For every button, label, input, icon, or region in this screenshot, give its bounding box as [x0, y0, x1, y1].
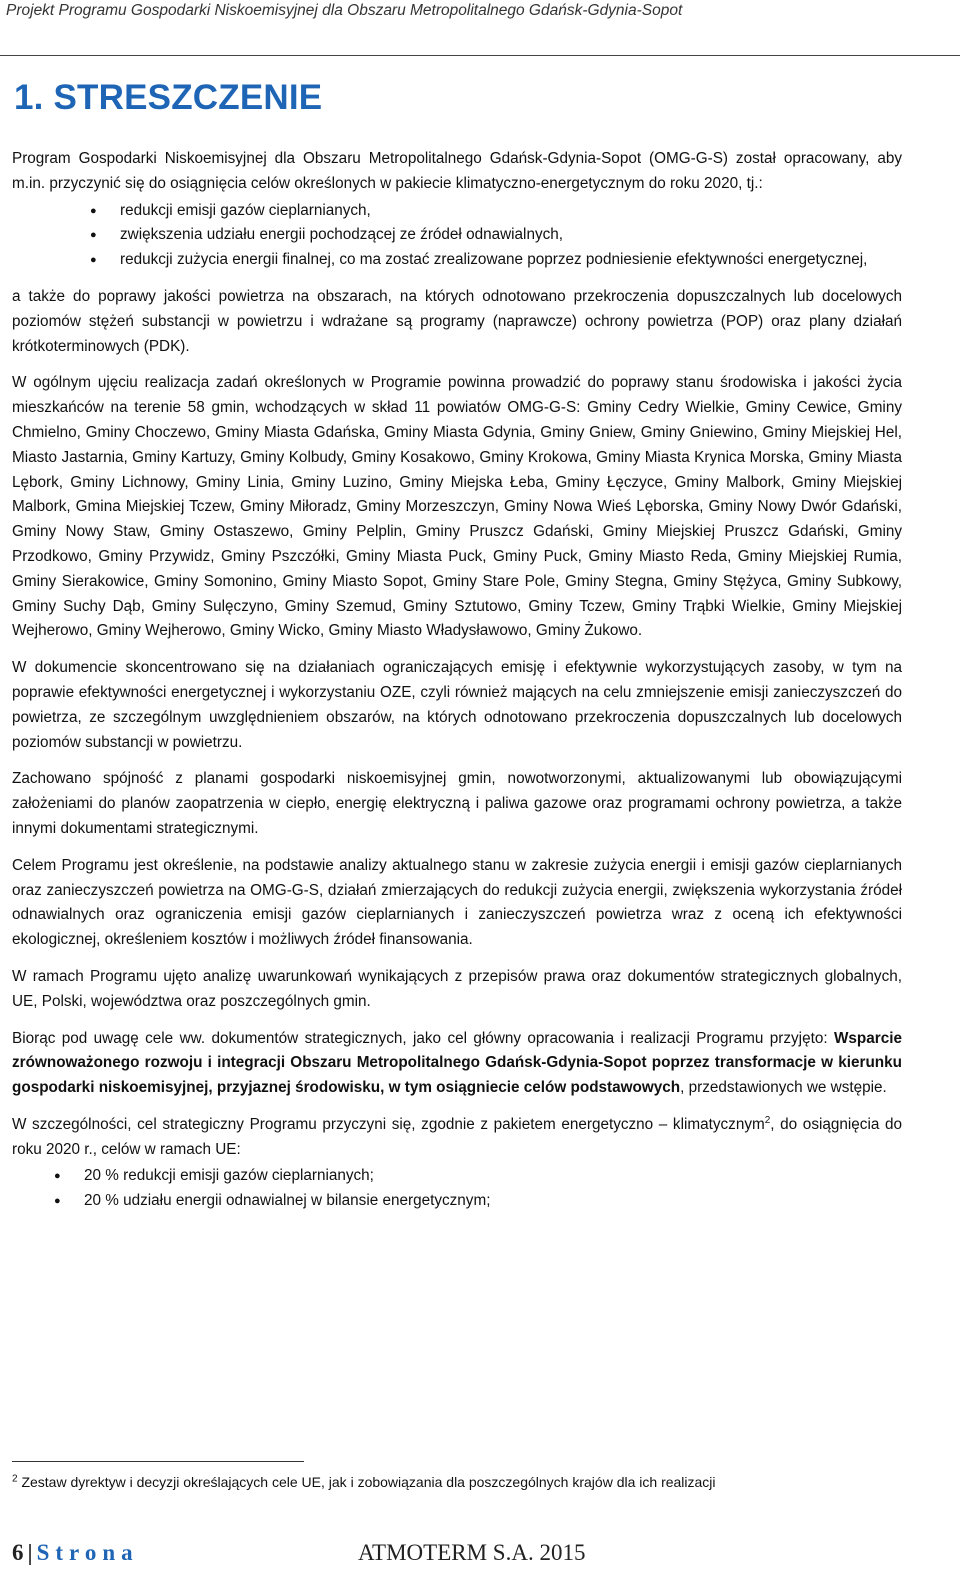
consistency-paragraph: Zachowano spójność z planami gospodarki niskoemisyjnej gmin, nowotworzonymi, aktualizowanymi lub obowiązującymi założeniami do planów zaopatrzenia w ciepło, energię elektryczną i paliwa gazowe oraz programami ochrony powietrza, a także innymi dokumentami strategicznymi.: [12, 770, 902, 837]
main-goal-statement: Wsparcie zrównoważonego rozwoju i integracji Obszaru Metropolitalnego Gdańsk-Gdynia-Sopot poprzez transformacje w kierunku gospodarki niskoemisyjnej, przyjaznej środowisku, w tym osiągniecie celów podstawowych: [12, 1029, 902, 1097]
goal-paragraph: Celem Programu jest określenie, na podstawie analizy aktualnego stanu w zakresie zużycia energii i emisji gazów cieplarnianych oraz zanieczyszczeń powietrza na OMG-G-S, działań zmierzających do redukcji zużycia energii, zwiększenia wykorzystania źródeł odnawialnych oraz ograniczenia emisji gazów cieplarnianych i zanieczyszczeń powietrza wraz z oceną ich efektywności ekologicznej, określeniem kosztów i możliwych źródeł finansowania.: [12, 856, 902, 949]
footnote-text: Zestaw dyrektyw i decyzji określających cele UE, jak i zobowiązania dla poszczególnych krajów dla ich realizacji: [21, 1474, 716, 1490]
main-goal-tail: , przedstawionych we wstępie.: [680, 1079, 887, 1097]
footnote-number: 2: [12, 1473, 18, 1485]
target-item: ● 20 % udziału energii odnawialnej w bilansie energetycznym;: [12, 1189, 902, 1214]
goals-list: [12, 199, 902, 273]
page-word: Strona: [36, 1540, 139, 1565]
focus-paragraph: W dokumencie skoncentrowano się na działaniach ograniczających emisję i efektywnie wykorzystujących zasoby, w tym na poprawie efektywności energetycznej i wykorzystaniu OZE, czyli również mających na celu zmniejszenie emisji zanieczyszczeń do powietrza, ze szczególnym uwzględnieniem obszarów, na których odnotowano przekroczenia dopuszczalnych lub docelowych poziomów substancji w powietrzu.: [12, 659, 902, 751]
goal-item: ● zwiększenia udziału energii pochodzącej ze źródeł odnawialnych,: [12, 223, 902, 248]
header-divider: [0, 55, 960, 56]
company-footer: ATMOTERM S.A. 2015: [358, 1540, 586, 1565]
air-quality-paragraph: a także do poprawy jakości powietrza na obszarach, na których odnotowano przekroczenia dopuszczalnych lub docelowych poziomów stężeń substancji w powietrzu i wdrażane są programy (naprawcze) ochrony powietrza (POP) oraz plany działań krótkoterminowych (PDK).: [12, 287, 902, 355]
main-goal-lead: Biorąc pod uwagę cele ww. dokumentów strategicznych, jako cel główny opracowania i realizacji Programu przyjęto:: [12, 1029, 834, 1047]
footnote: [12, 1472, 716, 1492]
page-indicator: [12, 1540, 139, 1566]
page-number: 6: [12, 1540, 24, 1565]
strategic-tail: , do osiągnięcia do roku 2020 r., celów w ramach UE:: [12, 1115, 902, 1158]
section-title: 1. STRESZCZENIE: [14, 78, 323, 117]
main-goal-paragraph: [12, 1027, 902, 1101]
running-header: Projekt Programu Gospodarki Niskoemisyjnej dla Obszaru Metropolitalnego Gdańsk-Gdynia-Sopot: [6, 2, 683, 19]
municipalities-paragraph: W ogólnym ujęciu realizacja zadań określonych w Programie powinna prowadzić do poprawy stanu środowiska i jakości życia mieszkańców na terenie 58 gmin, wchodzących w skład 11 powiatów OMG-G-S: Gminy Cedry Wielkie, Gminy Cewice, Gminy Chmielno, Gminy Choczewo, Gminy Miasta Gdańska, Gminy Miasta Gdynia, Gminy Gniew, Gminy Gniewino, Gminy Miejskiej Hel, Miasto Jastarnia, Gminy Kartuzy, Gminy Kolbudy, Gminy Kosakowo, Gminy Krokowa, Gminy Miasta Krynica Morska, Gminy Miasta Lębork, Gminy Lichnowy, Gminy Linia, Gminy Luzino, Gminy Miejska Łeba, Gminy Łęczyce, Gminy Malbork, Gminy Miejskiej Malbork, Gmina Miejskiej Tczew, Gminy Miłoradz, Gminy Morzeszczyn, Gminy Nowa Wieś Lęborska, Gminy Nowy Dwór Gdański, Gminy Nowy Staw, Gminy Ostaszewo, Gminy Pelplin, Gminy Pruszcz Gdański, Gminy Miejskiej Pruszcz Gdański, Gminy Przodkowo, Gminy Przywidz, Gminy Pszczółki, Gminy Miasta Puck, Gminy Puck, Gminy Miasto Reda, Gminy Miejskiej Rumia, Gminy Sierakowice, Gminy Somonino, Gminy Miasto Sopot, Gminy Stare Pole, Gminy Stegna, Gminy Stężyca, Gminy Subkowy, Gminy Suchy Dąb, Gminy Sulęczyno, Gminy Szemud, Gminy Sztutowo, Gminy Tczew, Gminy Trąbki Wielkie, Gminy Miejskiej Wejherowo, Gminy Wejherowo, Gminy Wicko, Gminy Miasto Władysławowo, Gminy Żukowo.: [12, 374, 902, 640]
targets-list: [12, 1164, 902, 1214]
footnote-divider: [12, 1461, 304, 1462]
goal-item: ● redukcji emisji gazów cieplarnianych,: [12, 199, 902, 224]
document-body: [12, 147, 902, 1226]
intro-paragraph: Program Gospodarki Niskoemisyjnej dla Obszaru Metropolitalnego Gdańsk-Gdynia-Sopot (OMG-G-S) został opracowany, aby m.in. przyczynić się do osiągnięcia celów określonych w pakiecie klimatyczno-energetycznym do roku 2020, tj.:: [12, 150, 902, 192]
footnote-reference[interactable]: 2: [764, 1114, 771, 1126]
strategic-paragraph: [12, 1113, 902, 1163]
target-item: ● 20 % redukcji emisji gazów cieplarnianych;: [12, 1164, 902, 1189]
page-separator: |: [27, 1540, 33, 1565]
goal-item: ● redukcji zużycia energii finalnej, co ma zostać zrealizowane poprzez podniesienie efektywności energetycznej,: [12, 248, 902, 273]
strategic-lead: W szczególności, cel strategiczny Programu przyczyni się, zgodnie z pakietem energetyczno – klimatycznym: [12, 1115, 765, 1133]
analysis-paragraph: W ramach Programu ujęto analizę uwarunkowań wynikających z przepisów prawa oraz dokumentów strategicznych globalnych, UE, Polski, województwa oraz poszczególnych gmin.: [12, 967, 902, 1010]
